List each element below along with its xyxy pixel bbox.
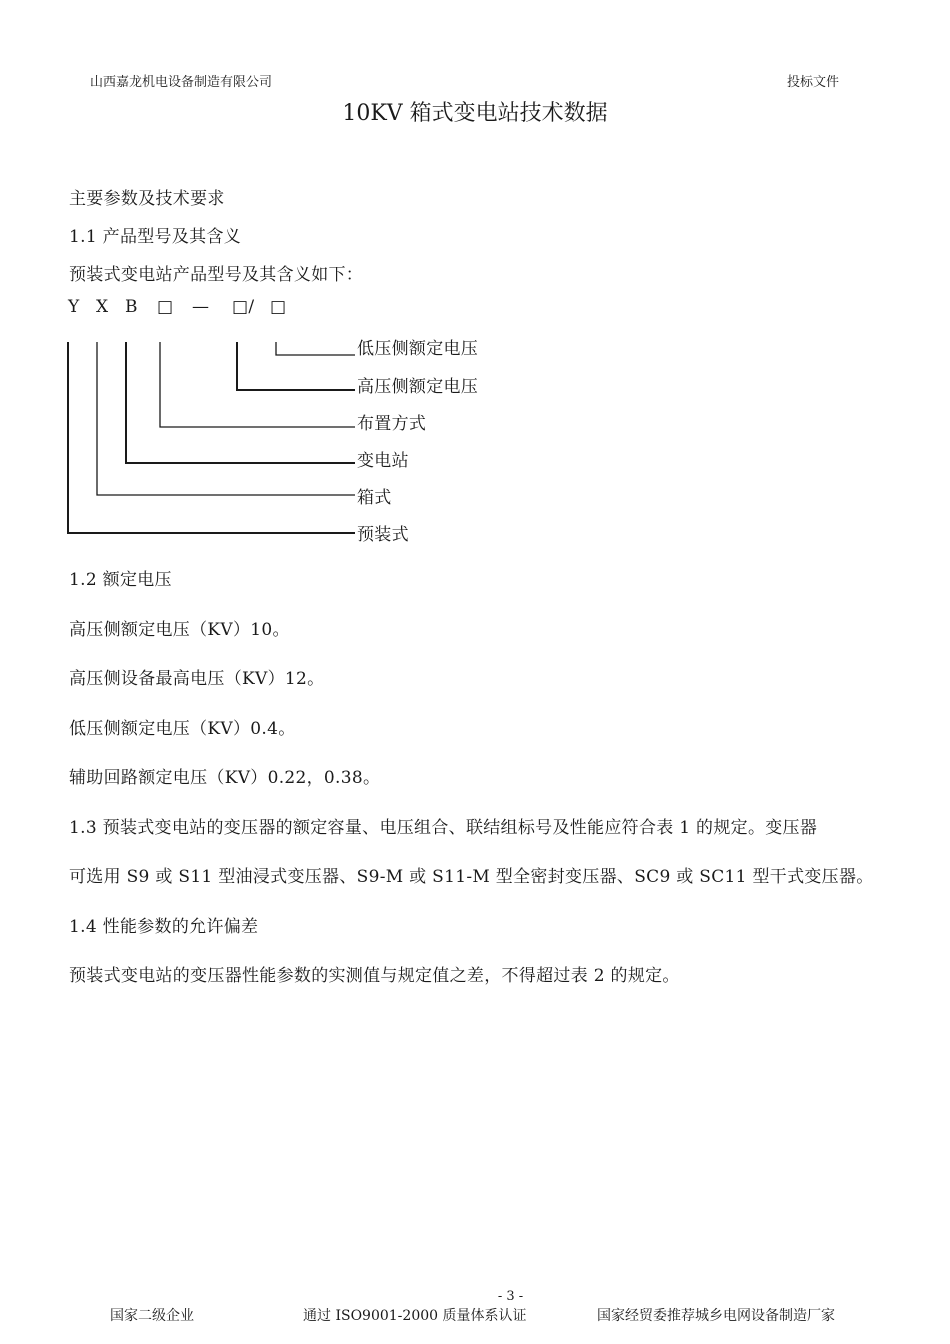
subsection-1-1: 1.1 产品型号及其含义: [69, 227, 242, 247]
page-number: - 3 -: [497, 1289, 524, 1304]
subsection-1-4: 1.4 性能参数的允许偏差: [69, 917, 259, 937]
header-company: 山西嘉龙机电设备制造有限公司: [90, 75, 273, 90]
meaning-hv-voltage: 高压侧额定电压: [357, 377, 479, 397]
meaning-prefab: 预装式: [357, 525, 409, 545]
model-symbol-x: X: [96, 297, 109, 317]
meaning-lv-voltage: 低压侧额定电压: [357, 339, 479, 359]
model-symbol-b: B: [125, 297, 138, 317]
bracket-line-prefab: [68, 342, 355, 533]
page-title: 10KV 箱式变电站技术数据: [342, 101, 608, 126]
voltage-line-4: 辅助回路额定电压（KV）0.22，0.38。: [69, 768, 381, 788]
voltage-line-1: 高压侧额定电压（KV）10。: [69, 620, 290, 640]
meaning-layout: 布置方式: [357, 414, 427, 434]
footer-center: 通过 ISO9001-2000 质量体系认证: [303, 1308, 527, 1324]
voltage-line-3: 低压侧额定电压（KV）0.4。: [69, 719, 296, 739]
header-doc-type: 投标文件: [787, 75, 840, 90]
subsection-1-4-text: 预装式变电站的变压器性能参数的实测值与规定值之差，不得超过表 2 的规定。: [69, 966, 680, 986]
subsection-1-3-line-1: 1.3 预装式变电站的变压器的额定容量、电压组合、联结组标号及性能应符合表 1 的规定。变压器: [69, 818, 818, 838]
subsection-1-3-line-2: 可选用 S9 或 S11 型油浸式变压器、S9-M 或 S11-M 型全密封变压器、SC9 或 SC11 型干式变压器。: [69, 867, 874, 887]
model-symbol-dash: —: [192, 297, 210, 317]
bracket-line-hv-voltage: [237, 342, 355, 390]
model-symbol-y: Y: [68, 297, 80, 317]
meaning-substation: 变电站: [357, 451, 409, 471]
model-symbol-lv: □: [270, 297, 287, 317]
section-heading: 主要参数及技术要求: [69, 189, 225, 209]
footer-right: 国家经贸委推荐城乡电网设备制造厂家: [597, 1308, 835, 1324]
voltage-line-2: 高压侧设备最高电压（KV）12。: [69, 669, 325, 689]
model-symbol-hv: □/: [232, 297, 255, 317]
model-symbol-layout: □: [157, 297, 174, 317]
meaning-box: 箱式: [357, 488, 392, 508]
footer-left: 国家二级企业: [110, 1308, 194, 1324]
bracket-line-box: [97, 342, 355, 495]
subsection-1-2: 1.2 额定电压: [69, 570, 172, 590]
bracket-line-lv-voltage: [276, 342, 355, 355]
model-intro: 预装式变电站产品型号及其含义如下：: [69, 265, 364, 285]
